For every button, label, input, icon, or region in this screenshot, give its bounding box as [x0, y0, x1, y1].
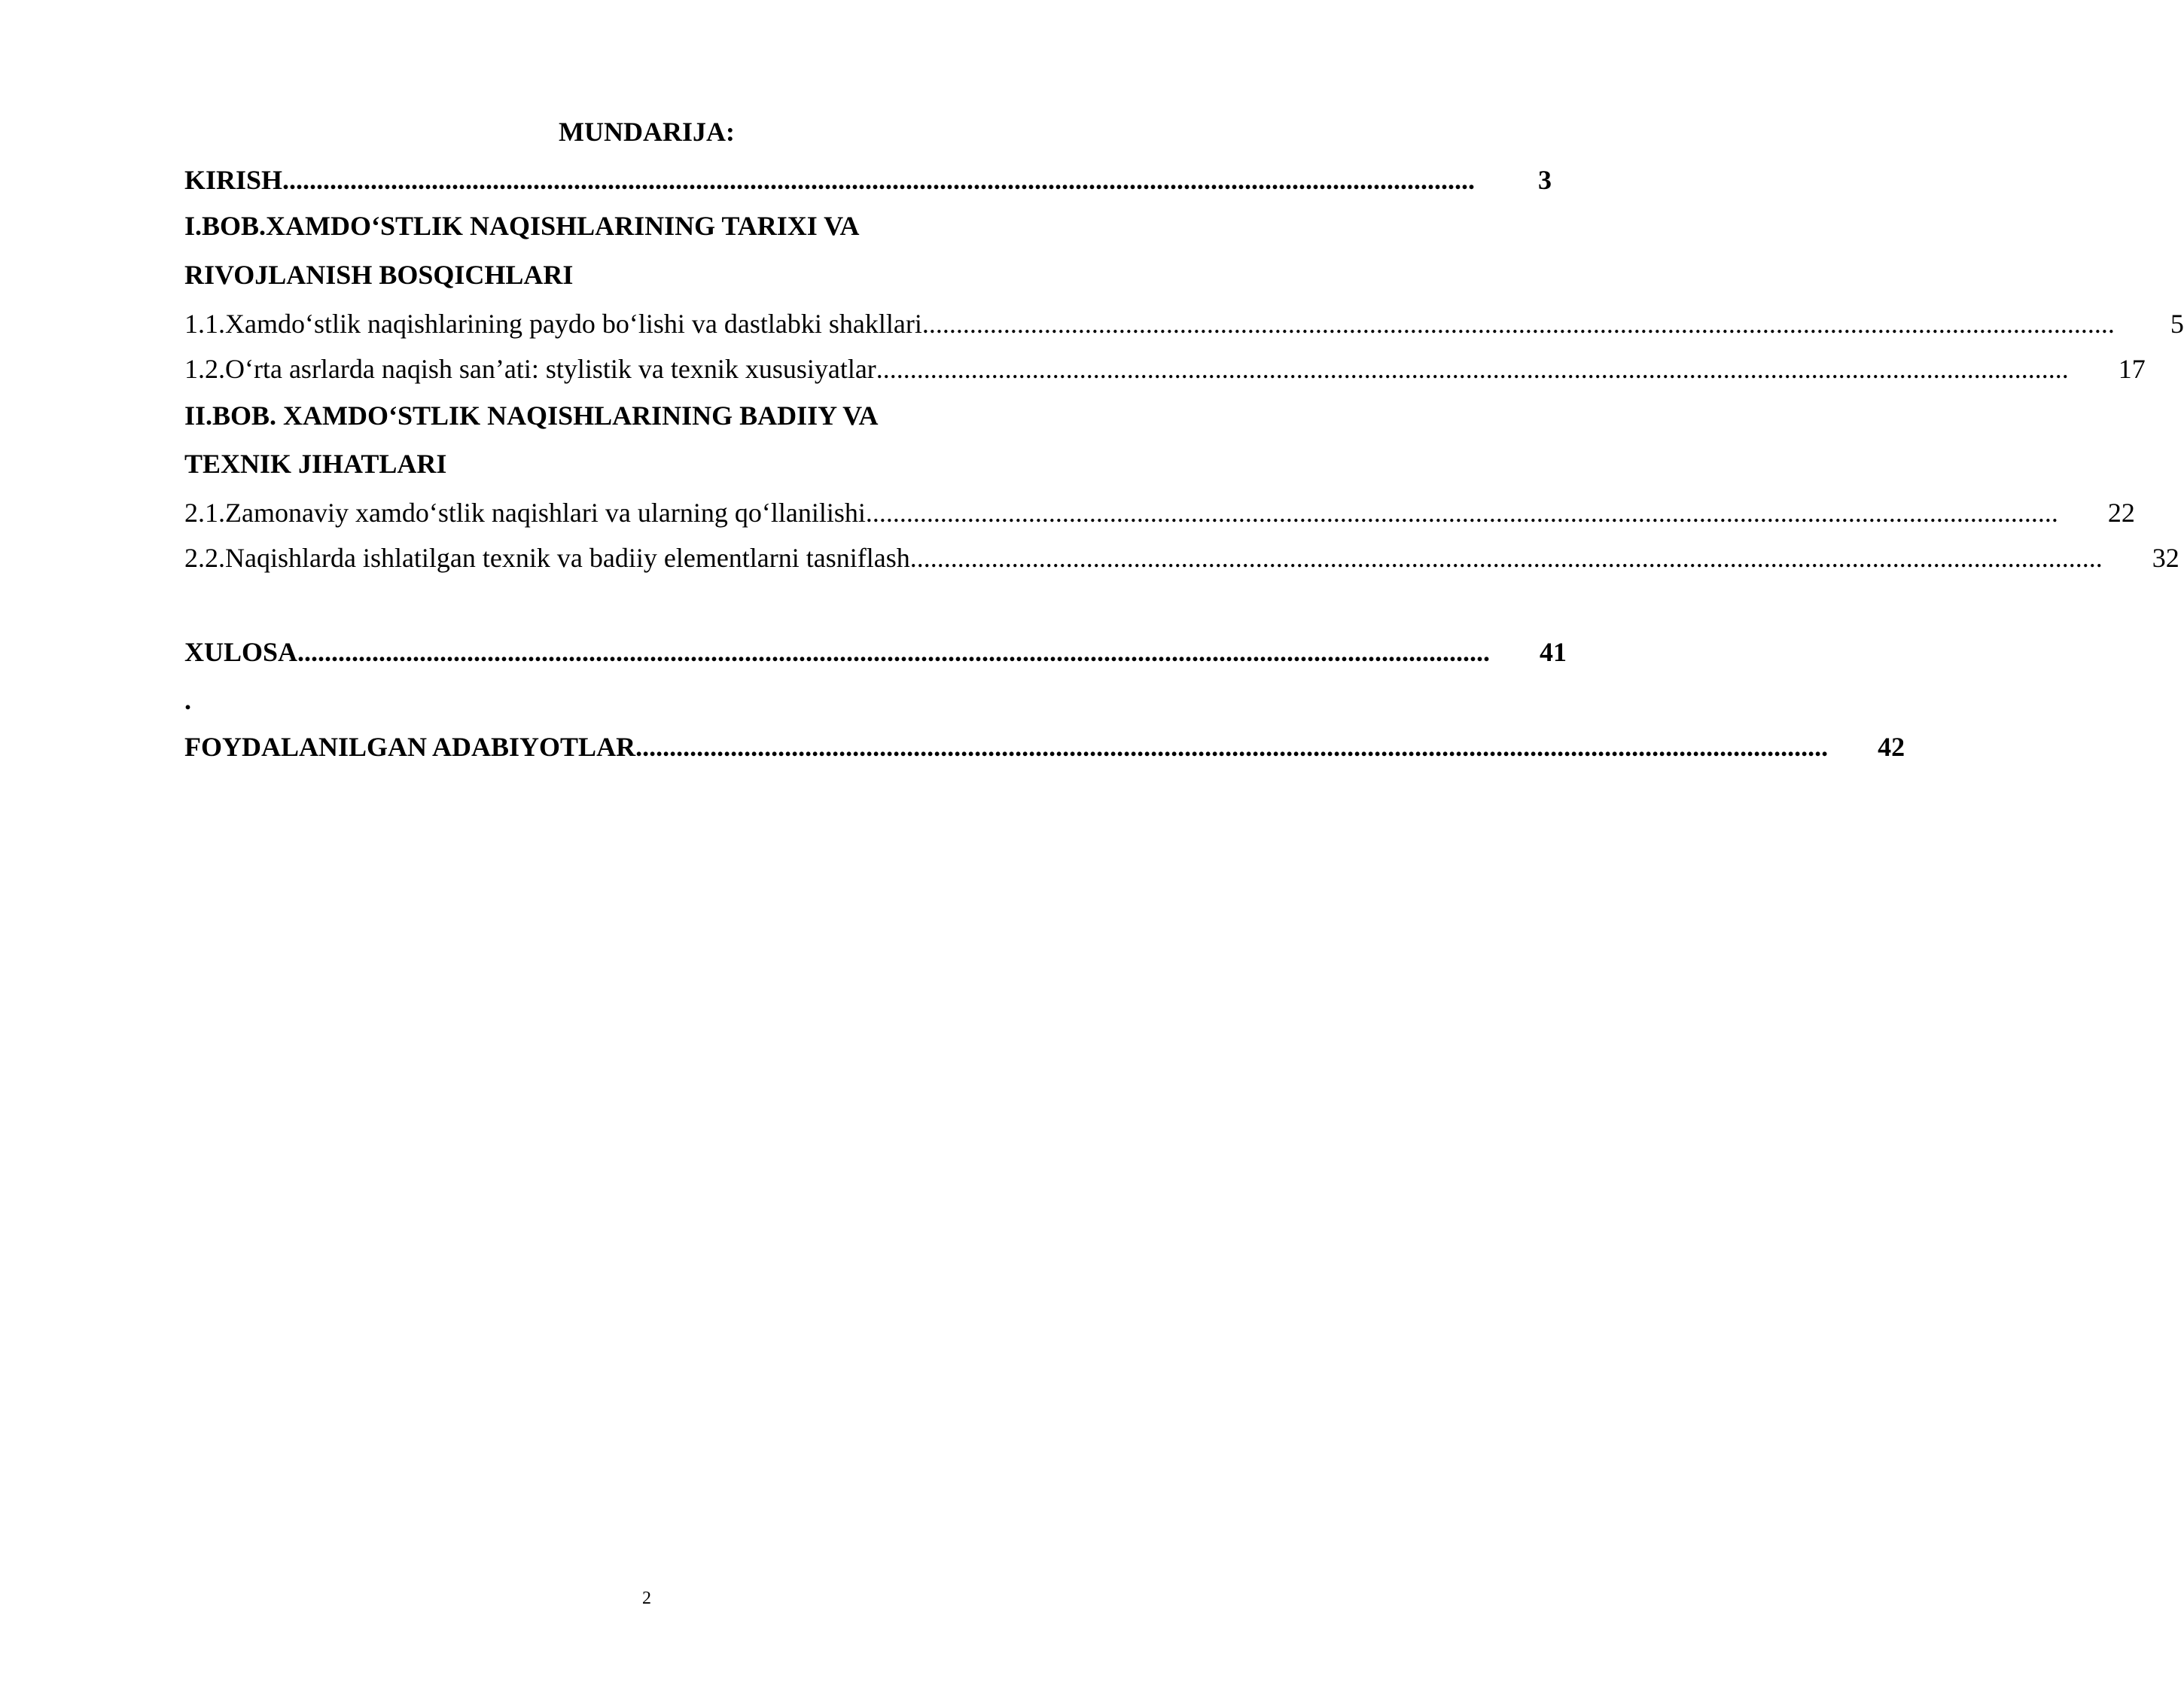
toc-chapter-2-heading-line2: TEXNIK JIHATLARI — [184, 449, 447, 479]
toc-leader-dots: ................................................................................................................................................................................ — [297, 637, 1491, 667]
toc-entry-section-2-1 — [184, 490, 2135, 535]
page-number: 2 — [642, 1589, 651, 1608]
toc-page-number: 32 — [2152, 543, 2179, 573]
toc-chapter-1-heading-line1: I.BOB.XAMDO‘STLIK NAQISHLARINING TARIXI VA — [184, 211, 860, 241]
toc-entry-section-1-2 — [184, 346, 2146, 391]
toc-entry-label: 1.1.Xamdo‘stlik naqishlarining paydo bo‘lishi va dastlabki shakllari — [184, 309, 922, 339]
toc-page-number: 41 — [1540, 637, 1567, 667]
toc-entry-label: 2.2.Naqishlarda ishlatilgan texnik va badiiy elementlarni tasniflash — [184, 543, 910, 573]
toc-page-number: 22 — [2107, 498, 2135, 528]
toc-entry-section-1-1 — [184, 301, 2184, 346]
toc-leader-dots: ................................................................................................................................................................................ — [865, 498, 2058, 528]
toc-chapter-2-heading-line1: II.BOB. XAMDO‘STLIK NAQISHLARINING BADIIY VA — [184, 401, 879, 431]
toc-leader-dots: ................................................................................................................................................................................ — [921, 309, 2115, 339]
toc-entry-label: FOYDALANILGAN ADABIYOTLAR — [184, 732, 636, 762]
toc-title: MUNDARIJA: — [559, 117, 735, 147]
toc-entry-label: XULOSA — [184, 637, 298, 667]
toc-leader-dots: ................................................................................................................................................................................ — [282, 165, 1476, 195]
toc-leader-dots: ................................................................................................................................................................................ — [635, 732, 1829, 762]
toc-entry-section-2-2 — [184, 535, 2179, 580]
toc-entry-kirish — [184, 157, 1552, 203]
toc-entry-label: 2.1.Zamonaviy xamdo‘stlik naqishlari va ularning qo‘llanilishi — [184, 498, 866, 528]
toc-page-number: 42 — [1878, 732, 1905, 762]
toc-page-number: 3 — [1538, 165, 1552, 195]
toc-leader-dots: ................................................................................................................................................................................ — [876, 354, 2069, 384]
toc-entry-label: 1.2.O‘rta asrlarda naqish san’ati: stylistik va texnik xususiyatlar — [184, 354, 876, 384]
toc-page-number: 17 — [2118, 354, 2146, 384]
toc-entry-xulosa — [184, 629, 1567, 675]
toc-leader-dots: ................................................................................................................................................................................ — [909, 543, 2103, 573]
toc-entry-label: KIRISH — [184, 165, 283, 195]
toc-entry-adabiyotlar — [184, 724, 1905, 769]
toc-page-number: 5 — [2170, 309, 2184, 339]
toc-chapter-1-heading-line2: RIVOJLANISH BOSQICHLARI — [184, 260, 574, 290]
toc-stray-dot: . — [184, 685, 191, 715]
